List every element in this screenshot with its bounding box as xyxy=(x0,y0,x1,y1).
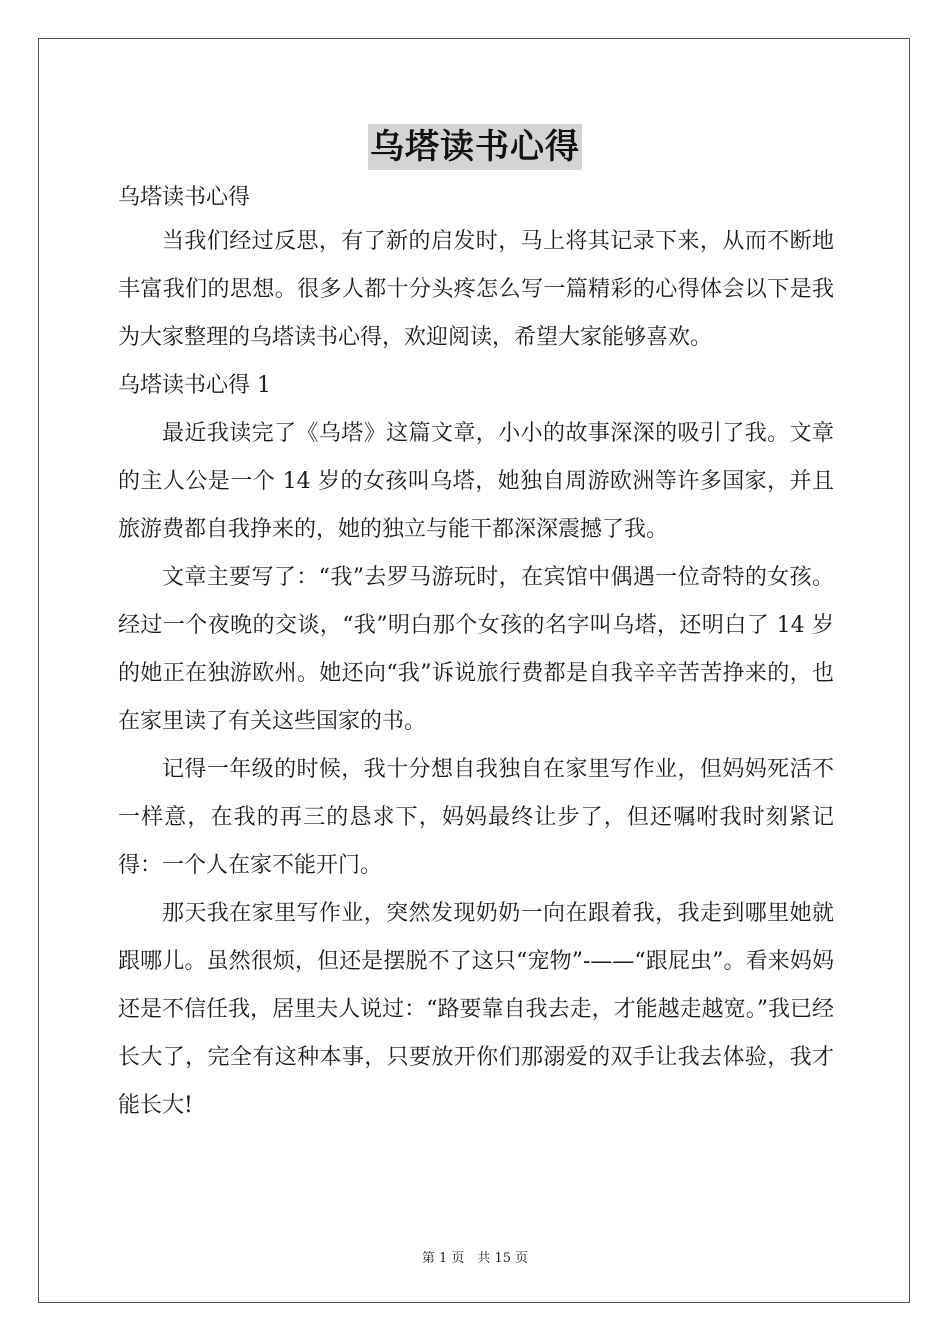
page-number-footer: 第 1 页 共 15 页 xyxy=(421,1251,529,1266)
intro-paragraph: 当我们经过反思，有了新的启发时，马上将其记录下来，从而不断地丰富我们的思想。很多人都十分头疼怎么写一篇精彩的心得体会以下是我为大家整理的乌塔读书心得，欢迎阅读，希望大家能够喜欢。 xyxy=(118,229,834,350)
title-container xyxy=(0,124,950,170)
section-heading: 乌塔读书心得 1 xyxy=(118,373,271,398)
document-body xyxy=(118,178,834,1130)
body-paragraph-4: 那天我在家里写作业，突然发现奶奶一向在跟着我，我走到哪里她就跟哪儿。虽然很烦，但还是摆脱不了这只“宠物”-——“跟屁虫”。看来妈妈还是不信任我，居里夫人说过：“路要靠自我去走，才能越走越宽。”我已经长大了，完全有这种本事，只要放开你们那溺爱的双手让我去体验，我才能长大! xyxy=(118,901,834,1118)
document-subtitle: 乌塔读书心得 xyxy=(118,185,251,210)
body-paragraph-3: 记得一年级的时候，我十分想自我独自在家里写作业，但妈妈死活不一样意，在我的再三的恳求下，妈妈最终让步了，但还嘱咐我时刻紧记得：一个人在家不能开门。 xyxy=(118,757,834,878)
document-title: 乌塔读书心得 xyxy=(368,124,582,170)
body-paragraph-1: 最近我读完了《乌塔》这篇文章，小小的故事深深的吸引了我。文章的主人公是一个 14 岁的女孩叫乌塔，她独自周游欧洲等许多国家，并且旅游费都自我挣来的，她的独立与能干都深深震撼了我。 xyxy=(118,421,834,542)
body-paragraph-2: 文章主要写了：“我”去罗马游玩时，在宾馆中偶遇一位奇特的女孩。经过一个夜晚的交谈，“我”明白那个女孩的名字叫乌塔，还明白了 14 岁的她正在独游欧州。她还向“我”诉说旅行费都是自我辛辛苦苦挣来的，也在家里读了有关这些国家的书。 xyxy=(118,565,834,734)
